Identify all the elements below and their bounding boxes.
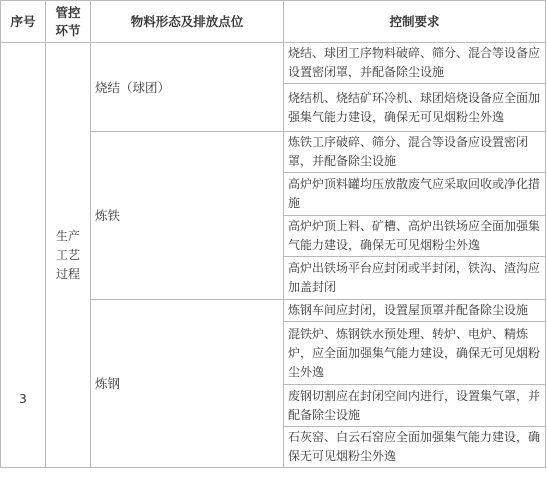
- requirement-cell: 废钢切割应在封闭空间内进行，设置集气罩，并配备除尘设施: [284, 385, 546, 427]
- requirement-cell: 炼钢车间应封闭，设置屋顶罩并配备除尘设施: [284, 300, 546, 322]
- phase-value: 生产工艺过程: [55, 228, 80, 281]
- seq-cell: [1, 43, 46, 468]
- header-requirement: 控制要求: [284, 1, 546, 43]
- requirement-cell: 高炉炉顶上料、矿槽、高炉出铁场应全面加强集气能力建设，确保无可见烟粉尘外逸: [284, 216, 546, 257]
- requirement-cell: 高炉炉顶料罐均压放散废气应采取回收或净化措施: [284, 173, 546, 216]
- requirement-cell: 混铁炉、炼钢铁水预处理、转炉、电炉、精炼炉，应全面加强集气能力建设，确保无可见烟粉尘外逸: [284, 322, 546, 385]
- requirement-cell: 高炉出铁场平台应封闭或半封闭，铁沟、渣沟应加盖封闭: [284, 257, 546, 300]
- requirement-cell: 石灰窑、白云石窑应全面加强集气能力建设，确保无可见烟粉尘外逸: [284, 427, 546, 468]
- phase-cell: [46, 43, 91, 468]
- table-row: [1, 43, 546, 84]
- seq-value: 3: [19, 392, 27, 406]
- form-cell-ironmaking: 炼铁: [91, 132, 284, 300]
- header-phase-label: 管控环节: [55, 4, 81, 38]
- header-form: 物料形态及排放点位: [91, 1, 284, 43]
- requirement-cell: 烧结机、烧结矿环冷机、球团焙烧设备应全面加强集气能力建设，确保无可见烟粉尘外逸: [284, 84, 546, 132]
- header-phase: [46, 1, 91, 43]
- header-row: [1, 1, 546, 43]
- form-cell-sintering: 烧结（球团）: [91, 43, 284, 132]
- requirement-cell: 炼铁工序破碎、筛分、混合等设备应设置密闭罩，并配备除尘设施: [284, 132, 546, 173]
- requirement-cell: 烧结、球团工序物料破碎、筛分、混合等设备应设置密闭罩，并配备除尘设施: [284, 43, 546, 84]
- form-cell-steelmaking: 炼钢: [91, 300, 284, 468]
- header-seq: 序号: [1, 1, 46, 43]
